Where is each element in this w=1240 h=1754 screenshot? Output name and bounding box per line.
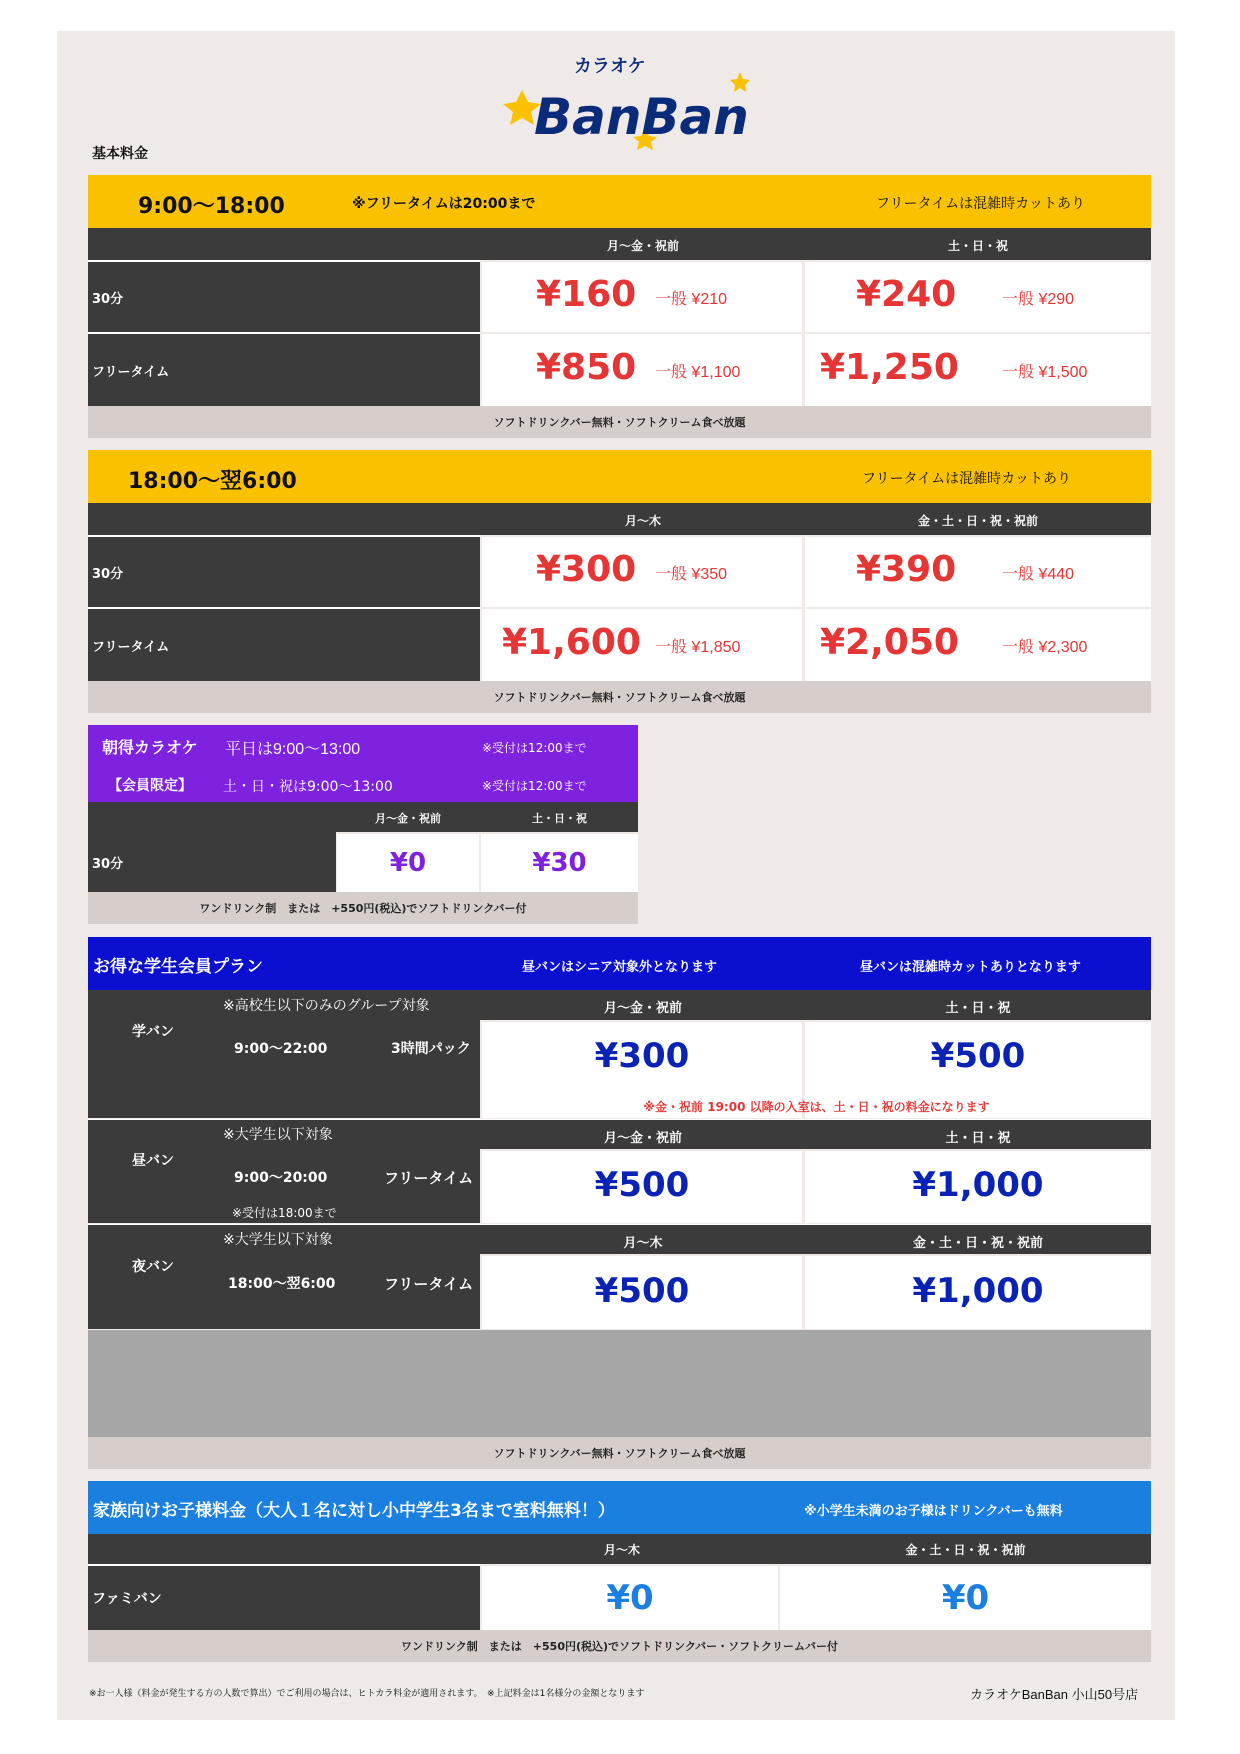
night-r1-s2: 一般 ¥440: [1002, 566, 1075, 583]
gaku-p2: ¥500: [930, 1036, 1026, 1076]
night-r2-p1: ¥1,600: [502, 622, 641, 663]
night-r2-s2: 一般 ¥2,300: [1002, 639, 1088, 656]
yoru-p1: ¥500: [594, 1271, 690, 1311]
student-title: お得な学生会員プラン: [93, 957, 263, 977]
day-r2-s1: 一般 ¥1,100: [655, 364, 741, 381]
day-col2: 土・日・祝: [947, 239, 1008, 253]
family-title: 家族向けお子様料金（大人１名に対し小中学生3名まで室料無料！）: [93, 1501, 615, 1521]
morning-line2: 土・日・祝は9:00〜13:00: [223, 779, 393, 795]
family-col2: 金・土・日・祝・祝前: [905, 1543, 1026, 1557]
morning-title: 朝得カラオケ: [102, 738, 198, 757]
family-note: ※小学生未満のお子様はドリンクバーも無料: [804, 1504, 1063, 1519]
bottom-note: ※お一人様（料金が発生する方の人数で算出）でご利用の場合は、ヒトカラ料金が適用されます。 ※上記料金は1名様分の金額となります: [89, 1689, 645, 1699]
day-row1-label: 30分: [92, 291, 124, 307]
yoru-pack: フリータイム: [384, 1275, 474, 1293]
night-r1-s1: 一般 ¥350: [655, 566, 728, 583]
morning-p1: ¥0: [389, 848, 427, 878]
night-right-note: フリータイムは混雑時カットあり: [862, 471, 1072, 487]
yoru-time: 18:00〜翌6:00: [228, 1276, 336, 1292]
gaku-name: 学バン: [132, 1024, 174, 1040]
morning-p2: ¥30: [532, 848, 587, 878]
morning-line1-note: ※受付は12:00まで: [482, 741, 587, 755]
yoru-col2: 金・土・日・祝・祝前: [912, 1236, 1043, 1251]
day-right-note: フリータイムは混雑時カットあり: [876, 196, 1086, 212]
night-footer: ソフトドリンクバー無料・ソフトクリーム食べ放題: [88, 681, 1151, 713]
hiru-p2: ¥1,000: [912, 1165, 1044, 1205]
day-r1-s2: 一般 ¥290: [1002, 291, 1075, 308]
morning-label-col: [88, 832, 336, 892]
day-r1-c1: [482, 262, 802, 332]
logo-top-text: カラオケ: [574, 56, 646, 77]
morning-footer: ワンドリンク制 または +550円(税込)でソフトドリンクバー付: [88, 892, 638, 924]
night-col1: 月〜木: [624, 514, 661, 528]
family-col1: 月〜木: [603, 1543, 640, 1557]
day-r2-s2: 一般 ¥1,500: [1002, 364, 1088, 381]
day-r2-p2: ¥1,250: [820, 347, 959, 388]
night-row2-label: フリータイム: [92, 639, 170, 655]
day-r2-c1: [482, 334, 802, 406]
gaku-p1: ¥300: [594, 1036, 690, 1076]
night-col2: 金・土・日・祝・祝前: [917, 514, 1038, 528]
day-r2-p1: ¥850: [536, 347, 637, 388]
gaku-col2: 土・日・祝: [945, 1001, 1011, 1016]
yoru-name: 夜バン: [132, 1259, 174, 1275]
night-r1-p2: ¥390: [856, 549, 957, 590]
hiru-col2: 土・日・祝: [945, 1131, 1011, 1146]
morning-row-label: 30分: [92, 856, 124, 872]
day-row2-label: フリータイム: [92, 364, 170, 380]
day-col1: 月〜金・祝前: [606, 239, 679, 253]
night-row1-label: 30分: [92, 566, 124, 582]
gaku-cond: ※高校生以下のみのグループ対象: [223, 998, 430, 1014]
logo-main-text: BanBan: [534, 88, 749, 146]
yoru-p2: ¥1,000: [912, 1271, 1044, 1311]
student-footer: ソフトドリンクバー無料・ソフトクリーム食べ放題: [88, 1437, 1151, 1469]
hiru-cond: ※大学生以下対象: [223, 1127, 333, 1143]
day-r1-p1: ¥160: [536, 274, 637, 315]
hiru-recv: ※受付は18:00まで: [232, 1206, 337, 1220]
day-footer: ソフトドリンクバー無料・ソフトクリーム食べ放題: [88, 406, 1151, 438]
hiru-pack: フリータイム: [384, 1169, 474, 1187]
family-cell2: [780, 1566, 1151, 1630]
morning-col1: 月〜金・祝前: [375, 812, 441, 825]
gaku-pack: 3時間パック: [391, 1041, 471, 1057]
day-time: 9:00〜18:00: [138, 194, 285, 219]
night-r1-p1: ¥300: [536, 549, 637, 590]
hiru-p1: ¥500: [594, 1165, 690, 1205]
morning-cell2: [481, 834, 638, 892]
blank-area: [88, 1330, 1151, 1437]
section-title: 基本料金: [92, 146, 148, 162]
hiru-col1: 月〜金・祝前: [603, 1131, 682, 1146]
morning-line1: 平日は9:00〜13:00: [225, 741, 361, 758]
yoru-cond: ※大学生以下対象: [223, 1232, 333, 1248]
family-p2: ¥0: [941, 1578, 990, 1618]
gaku-time: 9:00〜22:00: [234, 1041, 328, 1057]
store-name: カラオケBanBan 小山50号店: [970, 1687, 1139, 1702]
yoru-col1: 月〜木: [623, 1236, 663, 1251]
family-cell1: [482, 1566, 778, 1630]
day-r1-p2: ¥240: [856, 274, 957, 315]
family-p1: ¥0: [606, 1578, 654, 1618]
day-r1-s1: 一般 ¥210: [655, 291, 728, 308]
gaku-col1: 月〜金・祝前: [603, 1001, 682, 1016]
morning-member: 【会員限定】: [108, 778, 192, 794]
night-r1-c1: [482, 537, 802, 607]
morning-col2: 土・日・祝: [532, 812, 587, 825]
morning-line2-note: ※受付は12:00まで: [482, 779, 587, 793]
family-row-label: ファミバン: [92, 1591, 162, 1607]
night-time: 18:00〜翌6:00: [128, 469, 297, 494]
hiru-name: 昼バン: [132, 1153, 174, 1169]
family-footer: ワンドリンク制 または +550円(税込)でソフトドリンクバー・ソフトクリームバー付: [88, 1630, 1151, 1662]
student-note2: 昼バンは混雑時カットありとなります: [860, 960, 1081, 975]
gaku-note: ※金・祝前 19:00 以降の入室は、土・日・祝の料金になります: [643, 1100, 990, 1114]
day-note: ※フリータイムは20:00まで: [352, 196, 536, 212]
night-r2-s1: 一般 ¥1,850: [655, 639, 741, 656]
hiru-time: 9:00〜20:00: [234, 1170, 328, 1186]
student-note1: 昼バンはシニア対象外となります: [522, 960, 718, 975]
night-r2-p2: ¥2,050: [820, 622, 959, 663]
morning-cell1: [337, 834, 479, 892]
banban-logo: [500, 50, 760, 150]
